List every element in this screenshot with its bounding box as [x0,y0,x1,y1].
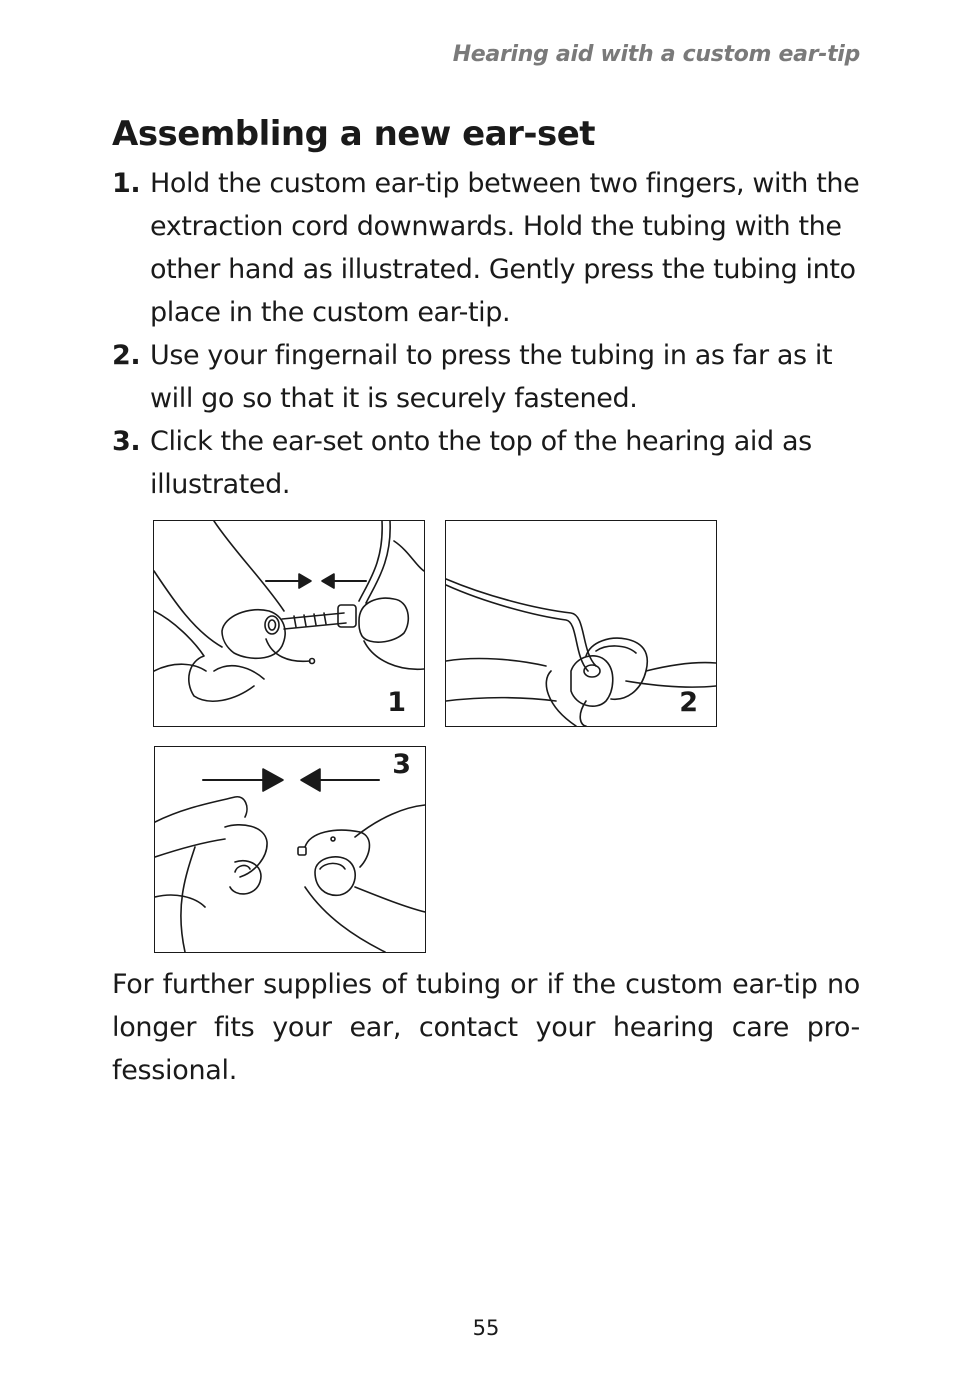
page-title: Assembling a new ear-set [112,114,596,154]
step-text: Hold the custom ear-tip between two fingers, with the extraction cord downwards. Hold the tubing with the other hand as illustrated. Gently press the tubing into place in the custom ear-tip. [150,168,860,328]
figure-3 [154,746,426,953]
illustration-fingernail-press [446,521,716,726]
figure-label: 3 [392,749,411,780]
running-header: Hearing aid with a custom ear-tip [452,42,860,67]
figure-label: 2 [679,687,698,718]
step-number: 3. [112,426,141,457]
figure-2 [445,520,717,727]
step-text: Click the ear-set onto the top of the hearing aid as illustrated. [150,426,812,500]
step-item-3 [112,420,872,506]
figure-1 [153,520,425,727]
step-number: 1. [112,168,141,199]
supplies-note: For further supplies of tubing or if the custom ear-tip no longer fits your ear, contact your hearing care pro-fessional. [112,969,860,1086]
figure-label: 1 [387,687,406,718]
step-list [112,162,872,506]
step-item-1 [112,162,872,334]
step-text: Use your fingernail to press the tubing in as far as it will go so that it is securely fastened. [150,340,833,414]
illustration-ear-tip-tubing [154,521,424,726]
step-item-2 [112,334,872,420]
page-number: 55 [472,1316,500,1340]
illustration-click-onto-hearing-aid [155,747,425,952]
step-number: 2. [112,340,141,371]
